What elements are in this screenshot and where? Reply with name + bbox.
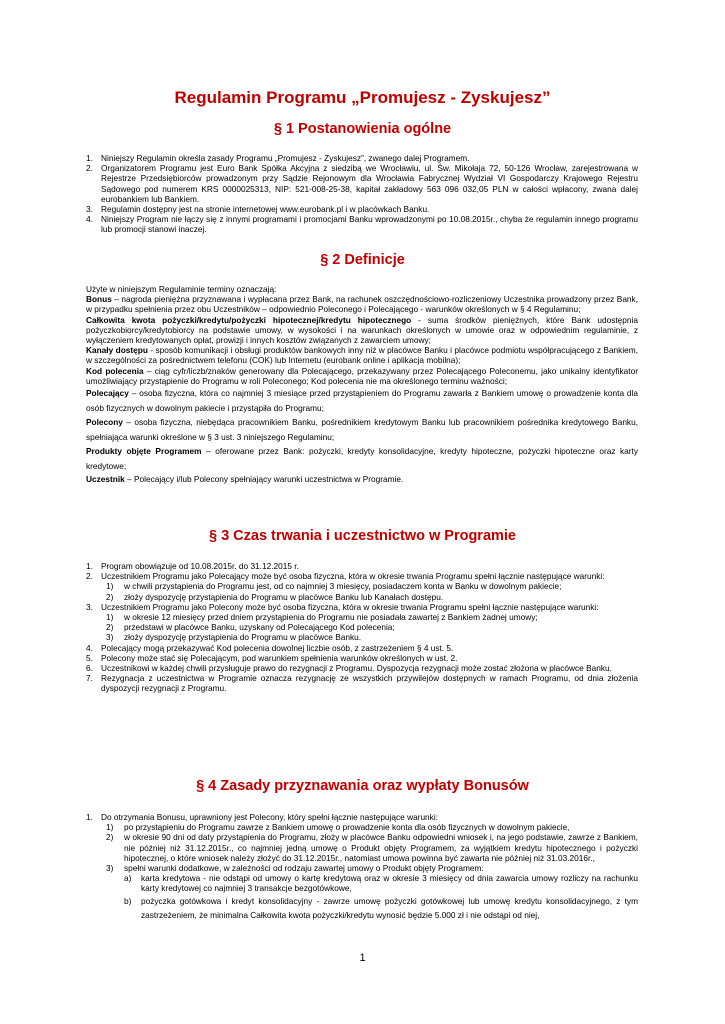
section-4-list	[86, 812, 638, 923]
list-item: 2. Uczestnikiem Programu jako Polecający może być osoba fizyczna, która w okresie trwania Programu spełni łącznie następujące warunki:	[86, 571, 605, 582]
section-3-heading: § 3 Czas trwania i uczestnictwo w Programie	[208, 528, 516, 544]
definition-item: Polecony – osoba fizyczna, niebędąca pracownikiem Banku, pośrednikiem kredytowym Banku lub pracownikiem pośrednika kredytowego Banku, spełniająca warunki określone w § 3 ust. 3 niniejszego Regulaminu;	[86, 417, 638, 442]
sub-sub-list-item: b) pożyczka gotówkowa i kredyt konsolidacyjny - zawrze umowę pożyczki gotówkowej lub umowę kredytu konsolidacyjnego, z tym zastrzeżeniem, że minimalna Całkowita kwota pożyczki/kredytu wynosić będzie 5.000 zł i nie odstąpi od niej,	[124, 895, 638, 921]
list-item: 4. Polecający mogą przekazywać Kod polecenia dowolnej liczbie osób, z zastrzeżeniem § 4 ust. 5.	[86, 642, 454, 653]
page-number: 1	[359, 952, 366, 964]
list-item: 3. Regulamin dostępny jest na stronie internetowej www.eurobank.pl i w placówkach Banku.	[86, 204, 430, 215]
sub-sub-list-item: a) karta kredytowa - nie odstąpi od umowy o kartę kredytową oraz w okresie 3 miesięcy od dnia zawarcia umowy rozliczy na rachunku karty kredytowej co najmniej 3 transakcje bezgotówkowe,	[124, 873, 638, 894]
sub-list-item: 2) w okresie 90 dni od daty przystąpienia do Programu, złoży w placówce Banku odpowiedni wniosek i, na jego podstawie, zawrze z Bankiem, nie później niż 31.12.2015r., co najmniej jedną umowę o Produkt objęty Programem, za wyjątkiem kredytu hipotecznego i pożyczki hipotecznej, o które wniosek należy złożyć do 31.12.2015r., natomiast umowa powinna być zawarta nie później niż 31.03.2016r.,	[106, 832, 638, 863]
definition-item: Kod polecenia – ciąg cyfr/liczb/znaków generowany dla Polecającego, przekazywany przez Polecającego Poleconemu, jako unikalny identyfikator umożliwiający przystąpienie do Programu w roli Poleconego; Kod polecenia nie ma określonego terminu ważności;	[86, 365, 638, 386]
section-1-heading: § 1 Postanowienia ogólne	[273, 121, 452, 137]
document-title: Regulamin Programu „Promujesz - Zyskujesz”	[174, 88, 551, 107]
section-3-list	[86, 561, 638, 694]
definition-item: Uczestnik – Polecający i/lub Polecony spełniający warunki uczestnictwa w Programie.	[86, 473, 404, 484]
sub-list-item: 2) przedstawi w placówce Banku, uzyskany od Polecającego Kod polecenia;	[106, 622, 395, 633]
definition-item: Produkty objęte Programem – oferowane przez Bank: pożyczki, kredyty konsolidacyjne, kredyty hipoteczne, pożyczki hipoteczne oraz karty kredytowe;	[86, 446, 638, 471]
list-item: 1. Program obowiązuje od 10.08.2015r. do 31.12.2015 r.	[86, 561, 299, 571]
definition-item: Polecający – osoba fizyczna, która co najmniej 3 miesiące przed przystąpieniem do Programu zawarła z Bankiem umowę o prowadzenie konta dla osób fizycznych w dowolnym pakiecie i przystąpiła do Programu;	[86, 388, 638, 413]
definition-item: Bonus – nagroda pieniężna przyznawana i wypłacana przez Bank, na rachunek oszczędnościowo-rozliczeniowy Uczestnika prowadzony przez Bank, w przypadku spełnienia przez obu Uczestników – odpowiednio Poleconego i Polecającego - warunków określonych w § 4 Regulaminu;	[86, 294, 638, 315]
list-item: 5. Polecony może stać się Polecającym, pod warunkiem spełnienia warunków określonych w ust. 2.	[86, 652, 458, 663]
definition-item: Kanały dostępu - sposób komunikacji i obsługi produktów bankowych inny niż w placówce Banku i placówce podmiotu współpracującego z Bankiem, w szczególności za pośrednictwem telefonu (COK) lub Internetu (eurobank online i aplikacja mobilna);	[86, 345, 638, 366]
list-item: 1. Do otrzymania Bonusu, uprawniony jest Polecony, który spełni łącznie następujące warunki:	[86, 812, 438, 822]
sub-list-item: 2) złoży dyspozycję przystąpienia do Programu w placówce Banku lub Kanałach dostępu.	[106, 591, 444, 602]
list-item: 6. Uczestnikowi w każdej chwili przysługuje prawo do rezygnacji z Programu. Dyspozycja rezygnacji może zostać złożona w placówce Banku.	[86, 663, 612, 674]
list-item: 7. Rezygnacja z uczestnictwa w Programie oznacza rezygnację ze wszystkich przywilejów dostępnych w ramach Programu, od dnia złożenia dyspozycji rezygnacji z Programu.	[86, 673, 638, 694]
definitions-intro: Użyte w niniejszym Regulaminie terminy oznaczają:	[86, 284, 277, 294]
list-item: 1. Niniejszy Regulamin określa zasady Programu „Promujesz - Zyskujesz”, zwanego dalej Programem.	[86, 153, 470, 163]
section-2-definitions	[86, 284, 638, 484]
list-item: 3. Uczestnikiem Programu jako Polecony może być osoba fizyczna, która w okresie trwania Programu spełni łącznie następujące warunki:	[86, 601, 599, 612]
list-item: 4. Niniejszy Program nie łączy się z innymi programami i promocjami Banku wprowadzonymi po 10.08.2015r., chyba że regulamin innego programu lub promocji stanowi inaczej.	[86, 214, 638, 235]
definition-item: Całkowita kwota pożyczki/kredytu/pożyczki hipotecznej/kredytu hipotecznego - suma środków pieniężnych, które Bank udostępnia pożyczkobiorcy/kredytobiorcy na podstawie umowy, w wysokości i na warunkach określonych w umowie oraz w odpowiednim regulaminie, z wyłączeniem kredytowanych opłat, prowizji i innych kosztów związanych z zawarciem umowy;	[86, 314, 638, 346]
list-item: 2. Organizatorem Programu jest Euro Bank Spółka Akcyjna z siedzibą we Wrocławiu, ul. Św. Mikołaja 72, 50-126 Wrocław, zarejestrowana w Rejestrze Przedsiębiorców prowadzonym przy Sądzie Rejonowym dla Wrocławia Fabrycznej Wydział VI Gospodarczy Krajowego Rejestru Sądowego pod numerem KRS 0000025313, NIP: 521-008-25-38, kapitał zakładowy 563 096 032,05 PLN w całości wpłacony, zwana dalej eurobankiem lub Bankiem.	[86, 163, 638, 204]
sub-list-item: 1) w chwili przystąpienia do Programu jest, od co najmniej 3 miesięcy, posiadaczem konta w Banku w dowolnym pakiecie;	[106, 581, 562, 592]
section-4-heading: § 4 Zasady przyznawania oraz wypłaty Bonusów	[196, 778, 529, 794]
section-1-list	[86, 153, 638, 235]
sub-list-item: 1) po przystąpieniu do Programu zawrze z Bankiem umowę o prowadzenie konta dla osób fizycznych w dowolnym pakiecie,	[106, 822, 570, 833]
section-2-heading: § 2 Definicje	[320, 252, 405, 268]
sub-list-item: 3) złoży dyspozycję przystąpienia do Programu w placówce Banku.	[106, 632, 362, 643]
sub-list-item: 3) spełni warunki dodatkowe, w zależności od rodzaju zawartej umowy o Produkt objęty Programem:	[106, 863, 484, 874]
sub-list-item: 1) w okresie 12 miesięcy przed dniem przystąpienia do Programu nie posiadała zawartej z Bankiem żadnej umowy;	[106, 612, 538, 623]
